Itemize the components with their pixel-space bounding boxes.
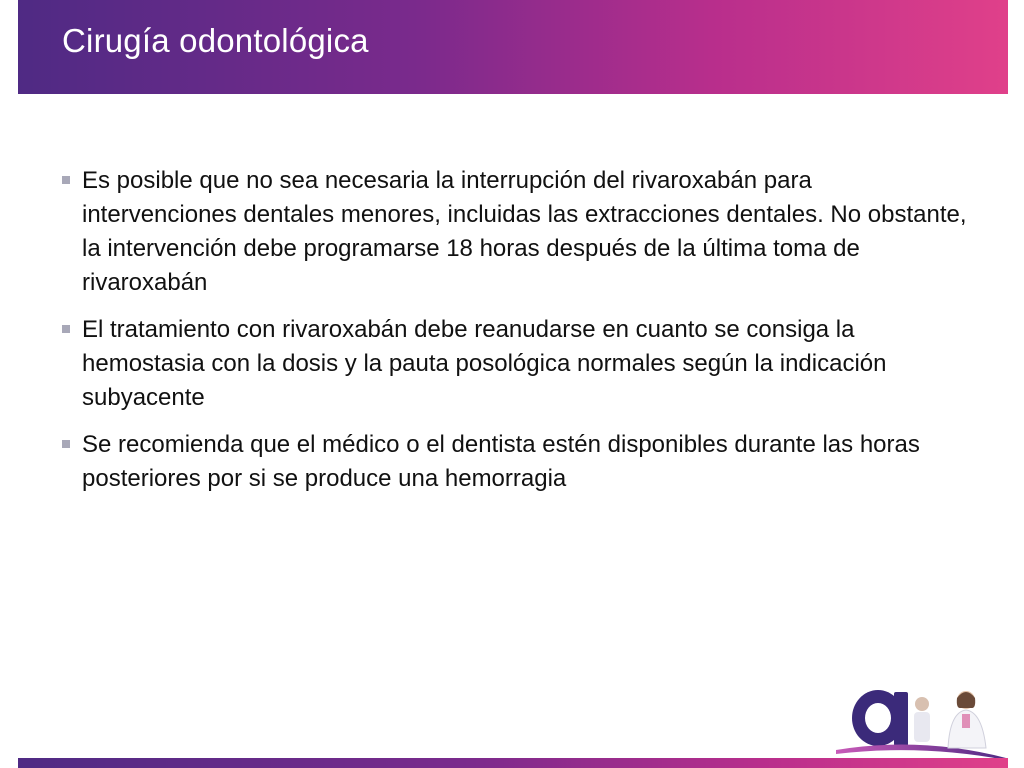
footer-bar xyxy=(18,758,1008,768)
bullet-text: Es posible que no sea necesaria la interrupción del rivaroxabán para intervenciones dentales menores, incluidas las extracciones dentales. No obstante, la intervención debe programarse 18 horas después de la última toma de rivaroxabán xyxy=(82,167,967,296)
list-item xyxy=(62,164,972,300)
square-bullet-icon xyxy=(62,176,70,184)
bullet-list xyxy=(62,164,972,509)
square-bullet-icon xyxy=(62,440,70,448)
bullet-text: El tratamiento con rivaroxabán debe reanudarse en cuanto se consiga la hemostasia con la dosis y la pauta posológica normales según la indicación subyacente xyxy=(82,316,887,411)
title-bar xyxy=(18,0,1008,94)
brand-logo-icon xyxy=(830,678,1010,760)
bullet-text: Se recomienda que el médico o el dentista estén disponibles durante las horas posteriores por si se produce una hemorragia xyxy=(82,431,920,492)
square-bullet-icon xyxy=(62,325,70,333)
list-item xyxy=(62,428,972,496)
slide-title: Cirugía odontológica xyxy=(62,22,369,59)
list-item xyxy=(62,313,972,415)
